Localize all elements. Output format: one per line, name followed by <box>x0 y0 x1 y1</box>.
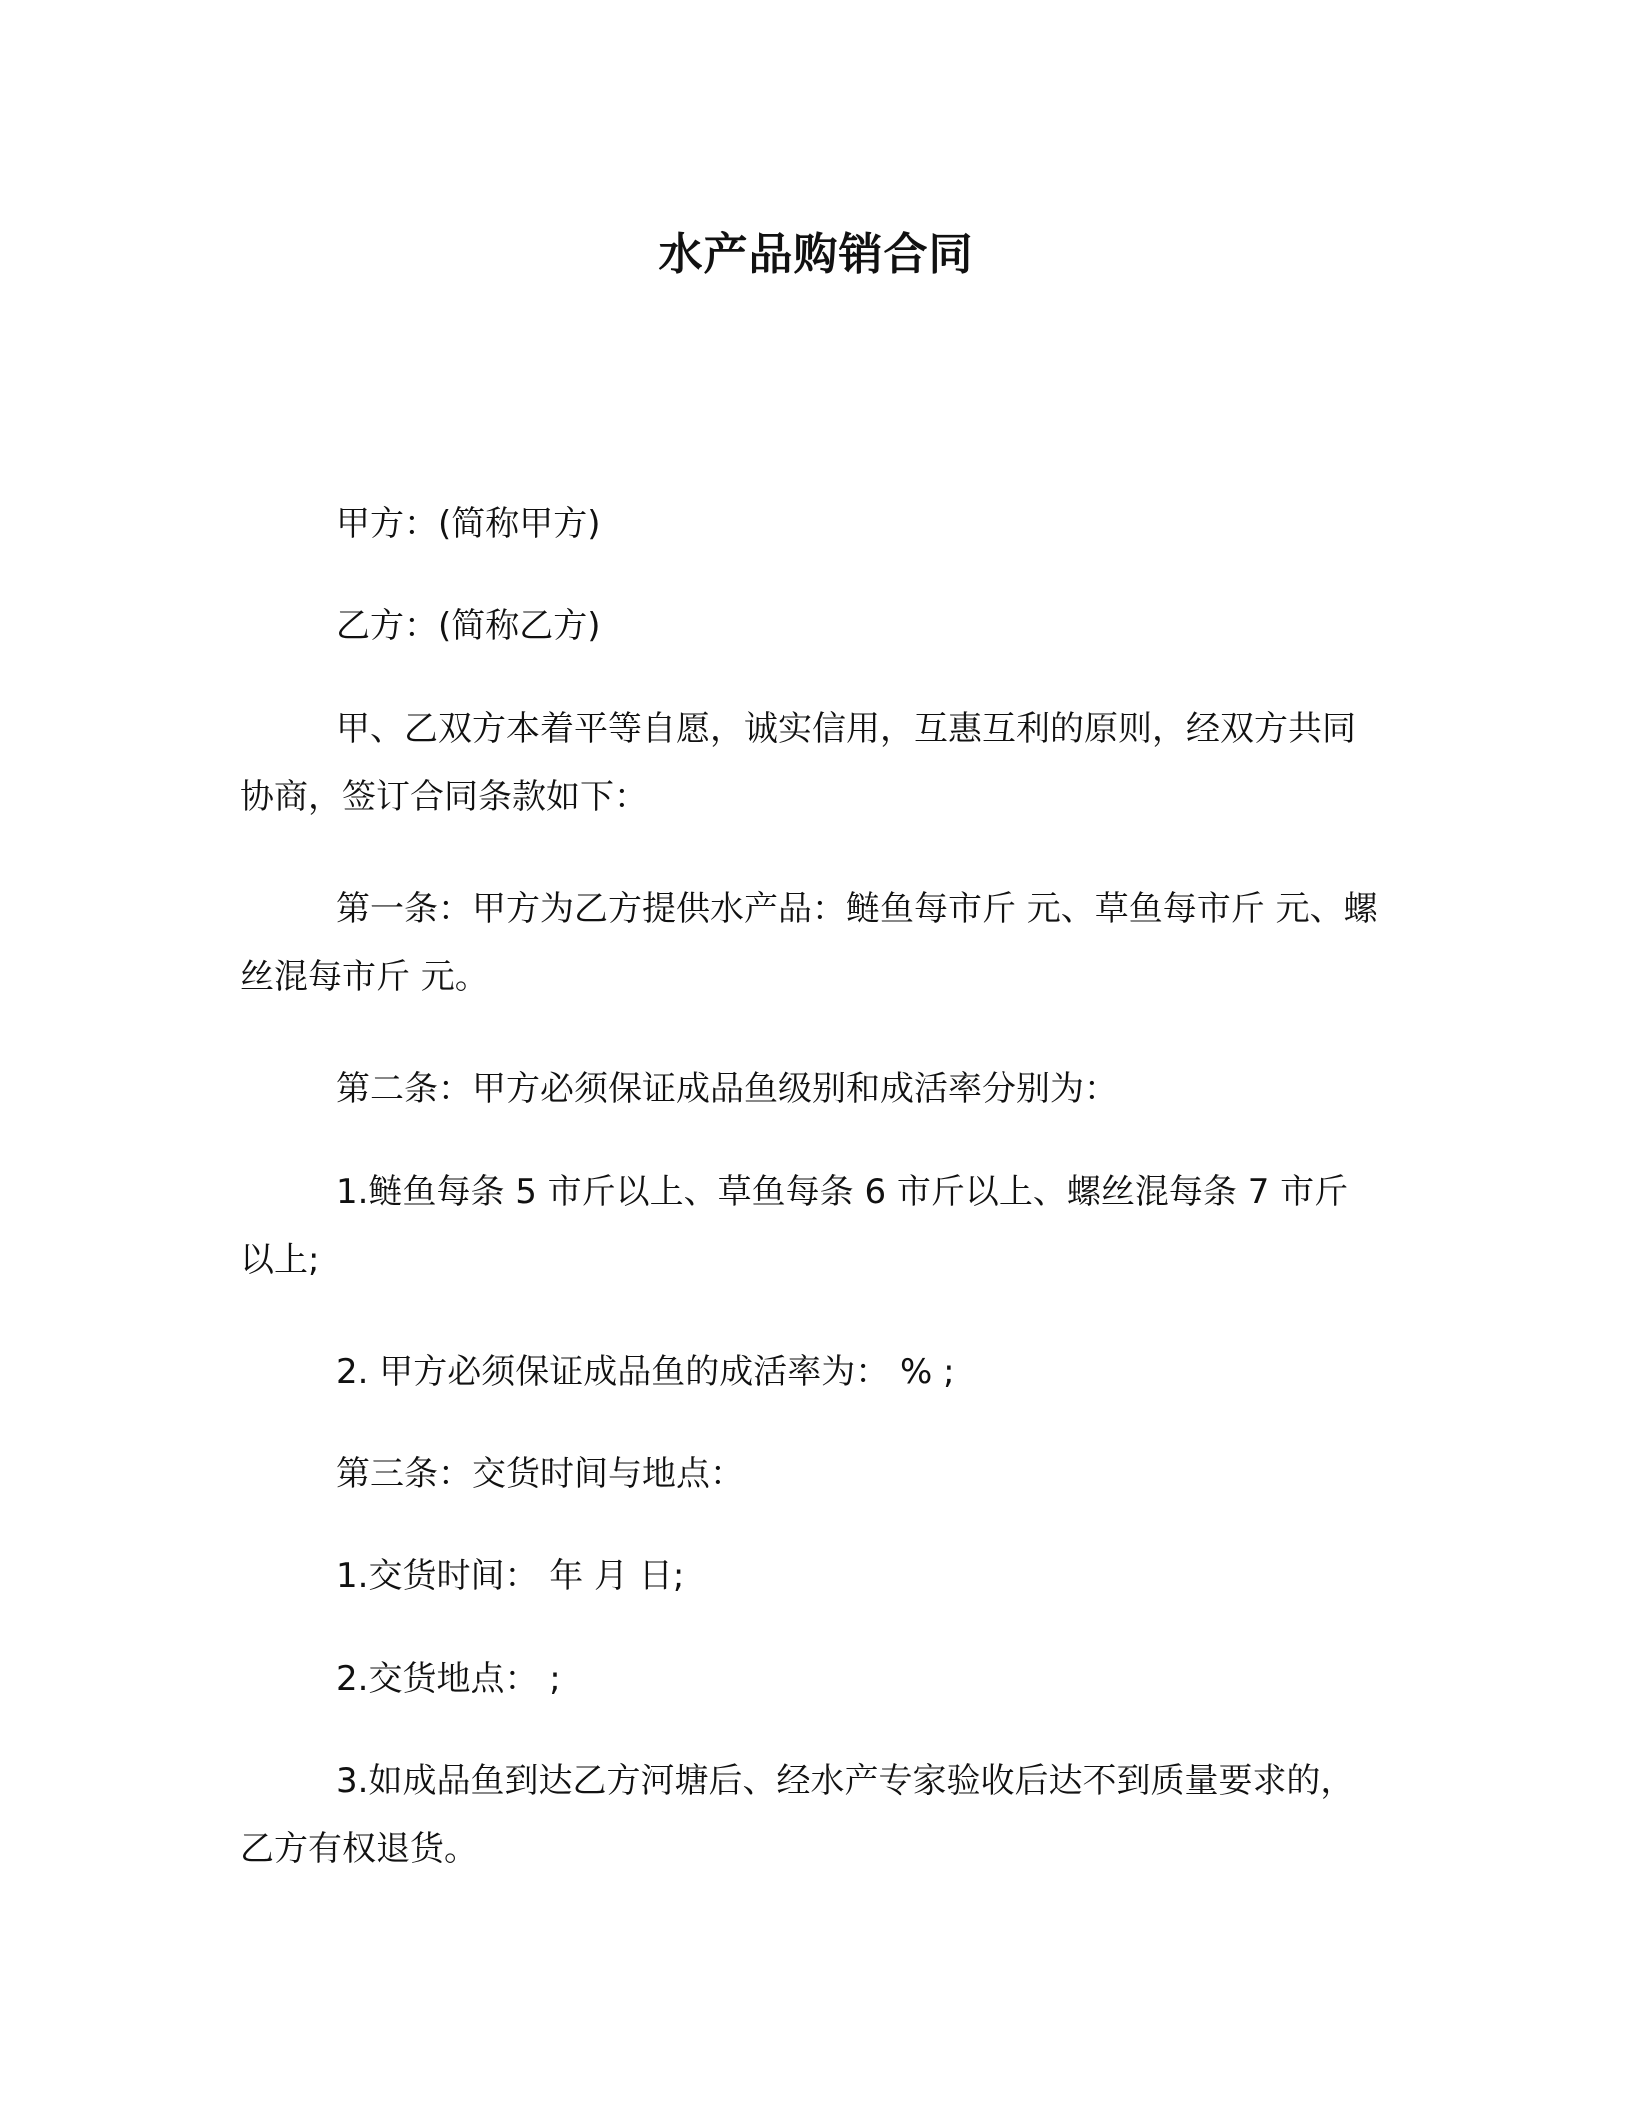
article-3-heading: 第三条：交货时间与地点： <box>336 1454 744 1494</box>
document-title: 水产品购销合同 <box>658 229 974 280</box>
party-b-line: 乙方：(简称乙方) <box>336 606 601 646</box>
party-a-line: 甲方：(简称甲方) <box>336 504 601 544</box>
article-1-paragraph: 第一条：甲方为乙方提供水产品：鲢鱼每市斤 元、草鱼每市斤 元、螺丝混每市斤 元。 <box>240 889 1378 997</box>
article-2-item-1: 1.鲢鱼每条 5 市斤以上、草鱼每条 6 市斤以上、螺丝混每条 7 市斤以上; <box>240 1172 1349 1280</box>
preamble-paragraph: 甲、乙双方本着平等自愿，诚实信用，互惠互利的原则，经双方共同协商，签订合同条款如下： <box>240 709 1356 817</box>
article-3-item-2: 2.交货地点： ; <box>336 1659 561 1699</box>
article-2-heading: 第二条：甲方必须保证成品鱼级别和成活率分别为： <box>336 1069 1118 1109</box>
article-2-item-2: 2. 甲方必须保证成品鱼的成活率为： % ; <box>336 1352 955 1392</box>
article-3-item-1: 1.交货时间： 年 月 日; <box>336 1556 685 1596</box>
article-3-item-3: 3.如成品鱼到达乙方河塘后、经水产专家验收后达不到质量要求的，乙方有权退货。 <box>240 1761 1355 1869</box>
